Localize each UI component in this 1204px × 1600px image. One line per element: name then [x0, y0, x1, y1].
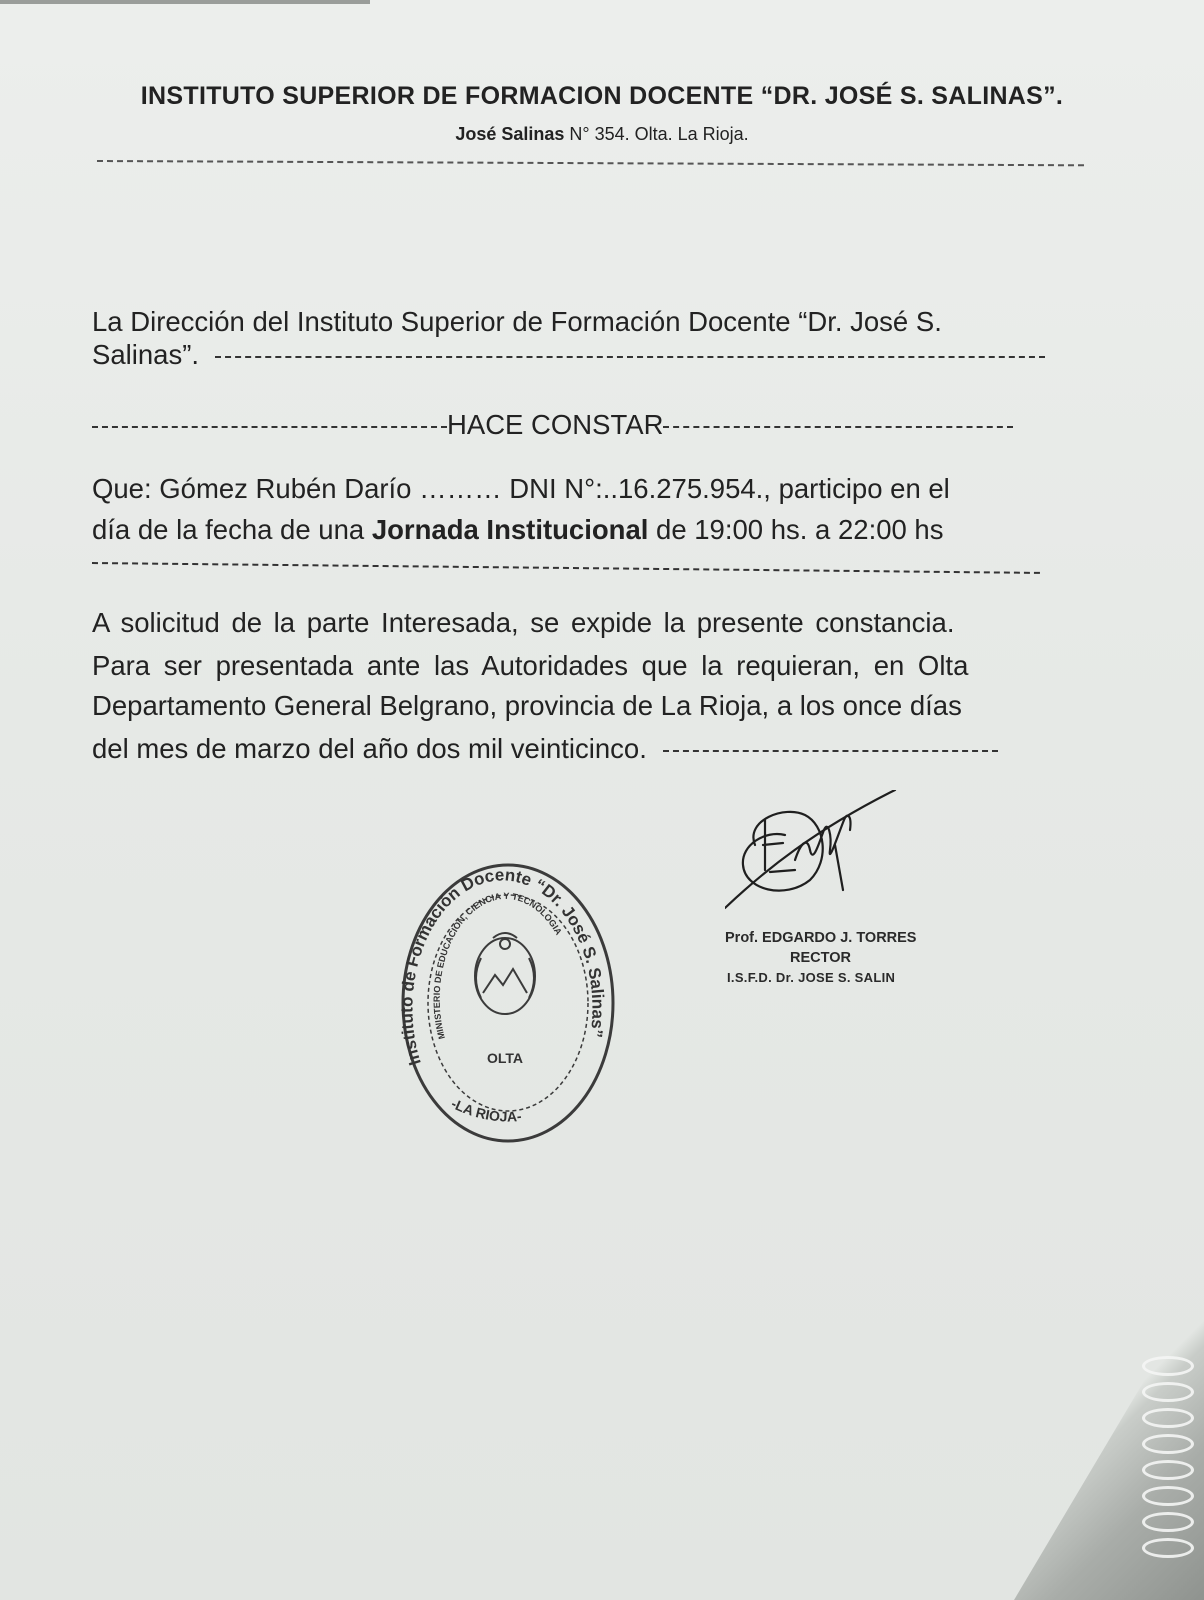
request-line-2: Para ser presentada ante las Autoridades que la requieran, en Olta [92, 650, 969, 681]
intro-line-2-text: Salinas”. [92, 339, 199, 370]
request-line-4 [92, 732, 998, 765]
signer-name: Prof. EDGARDO J. TORRES [725, 930, 917, 946]
institute-title: INSTITUTO SUPERIOR DE FORMACION DOCENTE “DR. JOSÉ S. SALINAS”. [140, 82, 1064, 110]
heading-text: HACE CONSTAR [447, 409, 664, 440]
event-time: de 19:00 hs. a 22:00 hs [648, 514, 944, 545]
address-street: José Salinas [455, 124, 565, 144]
request-line-1: A solicitud de la parte Interesada, se expide la presente constancia. [92, 607, 955, 638]
event-name: Jornada Institucional [371, 514, 649, 545]
intro-line-2 [92, 338, 1054, 371]
handwritten-signature [725, 790, 935, 910]
svg-text:MINISTERIO DE EDUCACION, CIENC [432, 891, 564, 1040]
binder-coil-icon [1136, 1350, 1196, 1580]
filler-dashes [663, 426, 1013, 428]
filler-dashes [663, 750, 998, 752]
filler-dashes [215, 356, 1045, 358]
intro-line-1: La Dirección del Instituto Superior de Formación Docente “Dr. José S. [92, 306, 942, 337]
event-line-start: día de la fecha de una [92, 514, 372, 545]
svg-text:-LA RIOJA- [449, 1095, 523, 1124]
paper-edge-shadow [0, 0, 370, 4]
seal-inner-text: MINISTERIO DE EDUCACION, CIENCIA Y TECNOLOGIA [431, 890, 564, 1041]
event-line [92, 513, 943, 546]
seal-outer-text: Instituto de Formación Docente “Dr. José S. Salinas” [397, 865, 608, 1068]
institution-seal [393, 858, 623, 1148]
filler-dashes [92, 426, 447, 428]
request-line-3: Departamento General Belgrano, provincia de La Rioja, a los once días [92, 690, 962, 721]
certificate-subject-line: Que: Gómez Rubén Darío ……… DNI N°:..16.275.954., participo en el [92, 473, 950, 504]
hace-constar-heading [92, 408, 1052, 441]
signer-role: RECTOR [790, 950, 851, 966]
institute-address [0, 124, 1204, 145]
signer-institution: I.S.F.D. Dr. JOSE S. SALIN [727, 970, 896, 985]
request-line-4-text: del mes de marzo del año dos mil veinticinco. [92, 733, 647, 764]
seal-emblem-icon [475, 933, 535, 1014]
header-divider [97, 160, 1084, 166]
address-rest: N° 354. Olta. La Rioja. [564, 124, 749, 144]
seal-center-text: OLTA [486, 1050, 524, 1066]
filler-dashes [92, 562, 1040, 574]
seal-bottom-text: -LA RIOJA- [448, 1095, 523, 1125]
